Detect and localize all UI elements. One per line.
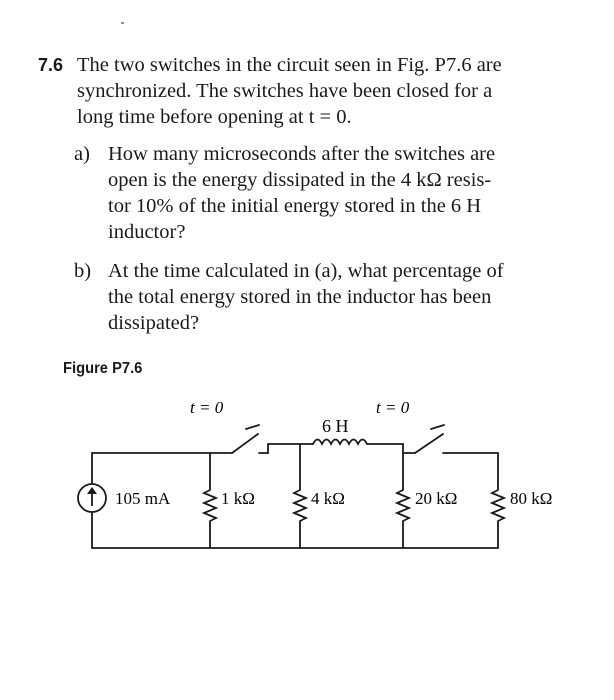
inductor-coil <box>313 440 367 445</box>
inductor-label: 6 H <box>322 416 349 436</box>
part-a-line-2: open is the energy dissipated in the 4 kΩ resis- <box>108 169 492 191</box>
left-switch-blade <box>232 434 258 453</box>
problem-number: 7.6 <box>38 55 64 75</box>
left-switch-arrow <box>246 425 259 429</box>
r2-resistor <box>294 486 306 548</box>
part-a-line-1: How many microseconds after the switches are <box>108 143 496 165</box>
r3-resistor <box>397 486 409 548</box>
r2-label: 4 kΩ <box>311 489 345 508</box>
right-switch-label: t = 0 <box>376 398 410 417</box>
source-label: 105 mA <box>115 489 171 508</box>
intro-line-1: The two switches in the circuit seen in Fig. P7.6 are <box>77 54 502 76</box>
r4-label: 80 kΩ <box>510 489 553 508</box>
part-b-letter: b) <box>74 260 92 282</box>
r1-resistor <box>204 486 216 548</box>
intro-line-2: synchronized. The switches have been closed for a <box>77 80 493 102</box>
intro-line-3: long time before opening at t = 0. <box>77 106 352 128</box>
r3-label: 20 kΩ <box>415 489 458 508</box>
r1-label: 1 kΩ <box>221 489 255 508</box>
part-a-letter: a) <box>74 143 90 165</box>
left-switch-label: t = 0 <box>190 398 224 417</box>
part-a-line-3: tor 10% of the initial energy stored in the 6 H <box>108 195 482 217</box>
part-b-line-3: dissipated? <box>108 312 200 334</box>
figure-label: Figure P7.6 <box>63 360 143 377</box>
r4-resistor <box>492 486 504 548</box>
part-b-line-1: At the time calculated in (a), what percentage of <box>108 260 504 282</box>
part-a-line-4: inductor? <box>108 221 186 243</box>
right-switch-arrow <box>431 425 444 429</box>
part-b-line-2: the total energy stored in the inductor has been <box>108 286 492 308</box>
right-switch-blade <box>415 434 443 453</box>
